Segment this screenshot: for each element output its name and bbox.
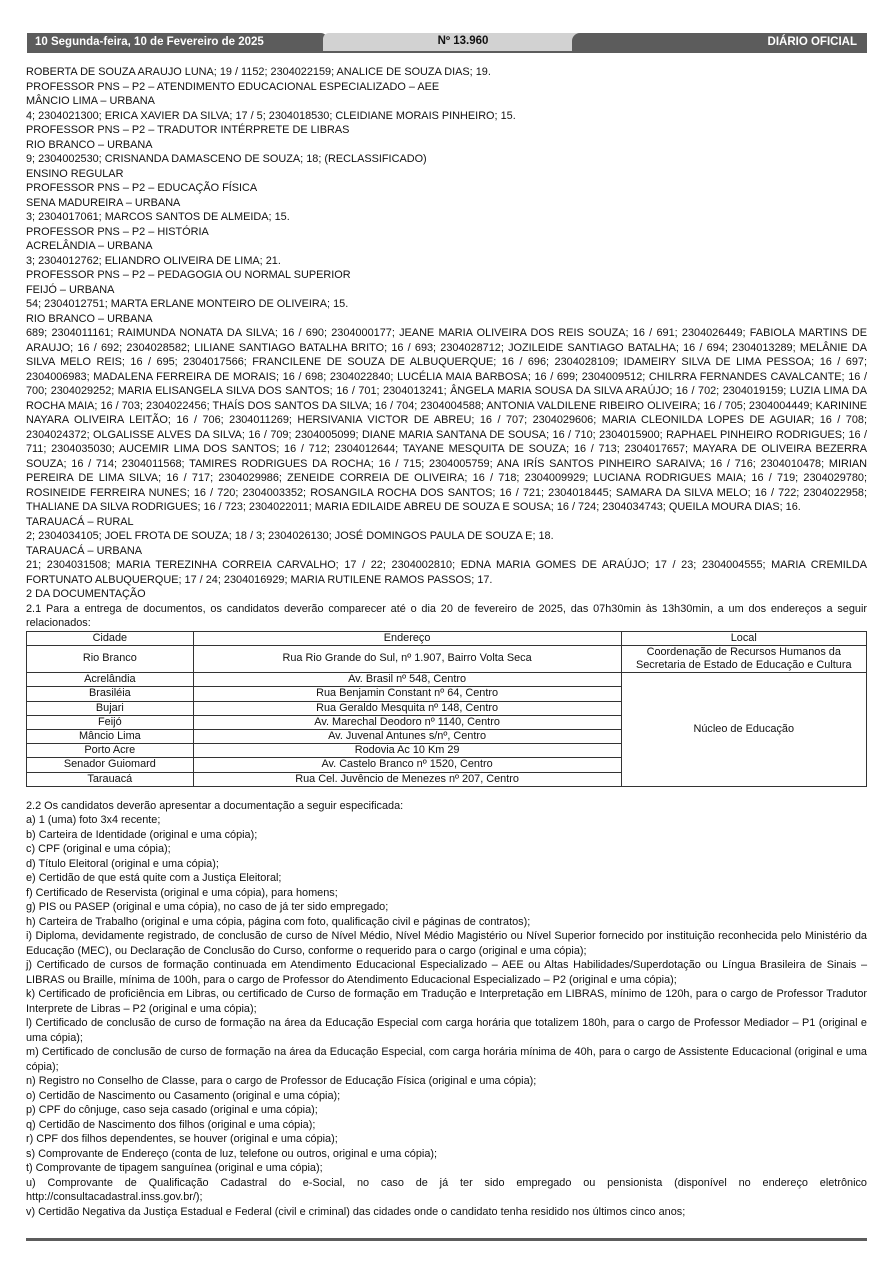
table-cell-city: Feijó bbox=[27, 715, 194, 729]
doc-item: e) Certidão de que está quite com a Justiça Eleitoral; bbox=[26, 872, 282, 885]
table-cell-city: Tarauacá bbox=[27, 772, 194, 786]
doc-item: c) CPF (original e uma cópia); bbox=[26, 843, 171, 856]
table-cell-address: Av. Castelo Branco nº 1520, Centro bbox=[193, 758, 621, 772]
text-line: TARAUACÁ – URBANA bbox=[26, 544, 142, 557]
text-line: FEIJÓ – URBANA bbox=[26, 283, 115, 296]
table-header: Cidade bbox=[27, 631, 194, 645]
issue-number: Nº 13.960 bbox=[323, 33, 603, 51]
page-header bbox=[27, 33, 867, 51]
section-2-2-text: 2.2 Os candidatos deverão apresentar a documentação a seguir especificada: bbox=[26, 799, 404, 812]
text-line: TARAUACÁ – RURAL bbox=[26, 515, 134, 528]
table-header-row bbox=[27, 631, 867, 645]
footer-divider bbox=[26, 1238, 867, 1241]
doc-item: j) Certificado de cursos de formação continuada em Atendimento Educacional Especializado – AEE ou Altas Habilidades/Superdotação ou Língua Brasileira de Sinais – LIBRAS ou Braille, mínima de 100h, para o cargo de Professor do Atendimento Educacional Especializado – P2 (original e uma cópia); bbox=[26, 959, 867, 986]
doc-item: t) Comprovante de tipagem sanguínea (original e uma cópia); bbox=[26, 1162, 323, 1175]
text-line: PROFESSOR PNS – P2 – ATENDIMENTO EDUCACIONAL ESPECIALIZADO – AEE bbox=[26, 80, 440, 93]
doc-item: r) CPF dos filhos dependentes, se houver (original e uma cópia); bbox=[26, 1133, 338, 1146]
table-header: Local bbox=[621, 631, 866, 645]
doc-item: b) Carteira de Identidade (original e uma cópia); bbox=[26, 828, 258, 841]
text-line: 2; 2304034105; JOEL FROTA DE SOUZA; 18 / 3; 2304026130; JOSÉ DOMINGOS PAULA DE SOUZA E; 18. bbox=[26, 530, 554, 542]
table-cell-address: Rua Cel. Juvêncio de Menezes nº 207, Centro bbox=[193, 772, 621, 786]
text-line: 3; 2304017061; MARCOS SANTOS DE ALMEIDA; 15. bbox=[26, 211, 290, 223]
text-line: 9; 2304002530; CRISNANDA DAMASCENO DE SOUZA; 18; (RECLASSIFICADO) bbox=[26, 153, 427, 165]
text-line: PROFESSOR PNS – P2 – PEDAGOGIA OU NORMAL SUPERIOR bbox=[26, 269, 351, 281]
header-divider bbox=[27, 51, 867, 53]
text-line: MÂNCIO LIMA – URBANA bbox=[26, 95, 155, 107]
table-row bbox=[27, 673, 867, 687]
text-line: PROFESSOR PNS – P2 – HISTÓRIA bbox=[26, 225, 209, 238]
doc-item: f) Certificado de Reservista (original e uma cópia), para homens; bbox=[26, 886, 338, 899]
tarauaca-candidate-list: 21; 2304031508; MARIA TEREZINHA CORREIA CARVALHO; 17 / 22; 2304002810; EDNA MARIA GOMES DE ARAÚJO; 17 / 23; 2304004555; MARIA CREMILDA FORTUNATO ALBUQUERQUE; 17 / 24; 2304016929; MARIA RUTILENE RAMOS PASSOS; 17. bbox=[26, 559, 867, 586]
table-cell-address: Av. Juvenal Antunes s/nº, Centro bbox=[193, 729, 621, 743]
text-line: 3; 2304012762; ELIANDRO OLIVEIRA DE LIMA; 21. bbox=[26, 254, 281, 267]
section-2-1-text: 2.1 Para a entrega de documentos, os candidatos deverão comparecer até o dia 20 de fevereiro de 2025, das 07h30min às 13h30min, a um dos endereços a seguir relacionados: bbox=[26, 602, 867, 629]
document-body bbox=[26, 65, 867, 1219]
doc-item: i) Diploma, devidamente registrado, de conclusão de curso de Nível Médio, Nível Médio Magistério ou Nível Superior fornecido por instituição reconhecida pelo Ministério da Educação (MEC), ou Declaração de Conclusão do Curso, conforme o requerido para o cargo (original e uma cópia); bbox=[26, 930, 867, 957]
doc-item: d) Título Eleitoral (original e uma cópia); bbox=[26, 857, 219, 870]
table-cell-city: Senador Guiomard bbox=[27, 758, 194, 772]
text-line: 4; 2304021300; ERICA XAVIER DA SILVA; 17 / 5; 2304018530; CLEIDIANE MORAIS PINHEIRO; 15. bbox=[26, 109, 516, 122]
text-line: 54; 2304012751; MARTA ERLANE MONTEIRO DE OLIVEIRA; 15. bbox=[26, 298, 349, 310]
section-title: 2 DA DOCUMENTAÇÃO bbox=[26, 588, 146, 600]
doc-item: g) PIS ou PASEP (original e uma cópia), no caso de já ter sido empregado; bbox=[26, 901, 389, 914]
text-line: PROFESSOR PNS – P2 – EDUCAÇÃO FÍSICA bbox=[26, 182, 258, 194]
doc-item: s) Comprovante de Endereço (conta de luz, telefone ou outros, original e uma cópia); bbox=[26, 1147, 438, 1160]
doc-item: k) Certificado de proficiência em Libras, ou certificado de Curso de formação em Tradução e Interpretação em LIBRAS, mínimo de 120h, para o cargo de Professor Tradutor Interprete de Libras – P2 (original e uma cópia); bbox=[26, 988, 867, 1015]
rio-branco-candidate-list: 689; 2304011161; RAIMUNDA NONATA DA SILVA; 16 / 690; 2304000177; JEANE MARIA OLIVEIRA DOS REIS SOUZA; 16 / 691; 2304026449; FABIOLA MARTINS DE ARAUJO; 16 / 692; 2304028582; LILIANE SANTIAGO BATALHA BRITO; 16 / 693; 2304028712; JOZILEIDE SANTIAGO BATALHA; 16 / 694; 2304013289; MELÂNIE DA SILVA MELO REIS; 16 / 695; 2304017566; FRANCILENE DE SOUZA DE ALBUQUERQUE; 16 / 696; 2304028109; IDAMEIRY SILVA DE LIMA PESSOA; 16 / 697; 2304006983; MADALENA FERREIRA DE MORAIS; 16 / 698; 2304022840; LUCÉLIA MAIA BARBOSA; 16 / 699; 2304009512; CHILRRA FERNANDES CAVALCANTE; 16 / 700; 2304029252; MARIA ELISANGELA SILVA DOS SANTOS; 16 / 701; 2304013241; ÂNGELA MARIA SOUSA DA SILVA ARAÚJO; 16 / 702; 2304019159; LUZIA LIMA DA ROCHA MAIA; 16 / 703; 2304022456; THAÍS DOS SANTOS DA SILVA; 16 / 704; 2304004588; ANTONIA VALDILENE RIBEIRO OLIVEIRA; 16 / 705; 2304004449; KARININE NAYARA OLIVEIRA LEITÃO; 16 / 706; 2304011269; HERSIVANIA VICTOR DE ABREU; 16 / 707; 2304029606; MARIA CLEONILDA LOPES DE AGUIAR; 16 / 708; 2304024372; OLGALISSE ALVES DA SILVA; 16 / 709; 2304005099; DIANE MARIA SANTANA DE SOUSA; 16 / 710; 2304015900; RAPHAEL PINHEIRO RODRIGUES; 16 / 711; 2304035030; AUCEMIR LIMA DOS SANTOS; 16 / 712; 2304012644; TAYANE MESQUITA DE SOUZA; 16 / 713; 2304017657; MAYARA DE OLIVEIRA BEZERRA SOUZA; 16 / 714; 2304011568; TAMIRES RODRIGUES DA ROCHA; 16 / 715; 2304005759; ANA IRÍS SANTOS PINHEIRO SARAIVA; 16 / 716; 2304010478; MIRIAN PEREIRA DE LIMA SILVA; 16 / 717; 2304029986; ZENEIDE CORREIA DE OLIVEIRA; 16 / 718; 2304009929; LUCIANA RODRIGUES MAIA; 16 / 719; 2304029780; ROSINEIDE FERREIRA NUNES; 16 / 720; 2304003352; ROSANGILA ROCHA DOS SANTOS; 16 / 721; 2304018445; SAMARA DA SILVA MELO; 16 / 722; 2304022958; THALIANE DA SILVA RODRIGUES; 16 / 723; 2304022011; MARIA EDILAIDE ABREU DE SOUZA E SOUSA; 16 / 724; 2304034743; QUEILA MOURA DIAS; 16. bbox=[26, 327, 867, 513]
table-cell-address: Rua Benjamin Constant nº 64, Centro bbox=[193, 687, 621, 701]
spacer bbox=[26, 787, 867, 799]
location-line: Secretaria de Estado de Educação e Cultura bbox=[635, 658, 852, 671]
table-cell-address: Rua Geraldo Mesquita nº 148, Centro bbox=[193, 701, 621, 715]
text-line: PROFESSOR PNS – P2 – TRADUTOR INTÉRPRETE DE LIBRAS bbox=[26, 124, 350, 136]
doc-item: u) Comprovante de Qualificação Cadastral do e-Social, no caso de já ter sido empregado ou pensionista (disponível no endereço eletrônico http://consultacadastral.inss.gov.br/); bbox=[26, 1176, 867, 1204]
doc-item: h) Carteira de Trabalho (original e uma cópia, página com foto, qualificação civil e páginas de contratos); bbox=[26, 915, 531, 928]
addresses-table bbox=[26, 631, 867, 787]
table-cell-city: Porto Acre bbox=[27, 744, 194, 758]
table-cell-location bbox=[621, 645, 866, 672]
table-cell-city: Brasiléia bbox=[27, 687, 194, 701]
table-cell-city: Bujari bbox=[27, 701, 194, 715]
table-cell-city: Acrelândia bbox=[27, 673, 194, 687]
doc-item: v) Certidão Negativa da Justiça Estadual e Federal (civil e criminal) das cidades onde o candidato tenha residido nos últimos cinco anos; bbox=[26, 1205, 686, 1218]
table-header: Endereço bbox=[193, 631, 621, 645]
doc-item: o) Certidão de Nascimento ou Casamento (original e uma cópia); bbox=[26, 1089, 341, 1102]
doc-item: q) Certidão de Nascimento dos filhos (original e uma cópia); bbox=[26, 1118, 316, 1131]
text-line: RIO BRANCO – URBANA bbox=[26, 138, 153, 151]
table-cell-address: Rua Rio Grande do Sul, nº 1.907, Bairro Volta Seca bbox=[193, 645, 621, 672]
doc-item: m) Certificado de conclusão de curso de formação na área da Educação Especial, com carga horária mínima de 40h, para o cargo de Assistente Educacional (original e uma cópia); bbox=[26, 1046, 867, 1073]
table-cell-city: Mâncio Lima bbox=[27, 729, 194, 743]
table-cell-city: Rio Branco bbox=[27, 645, 194, 672]
text-line: RIO BRANCO – URBANA bbox=[26, 312, 153, 325]
text-line: ENSINO REGULAR bbox=[26, 167, 124, 180]
doc-item: p) CPF do cônjuge, caso seja casado (original e uma cópia); bbox=[26, 1104, 318, 1117]
location-line: Coordenação de Recursos Humanos da bbox=[646, 645, 841, 658]
text-line: ROBERTA DE SOUZA ARAUJO LUNA; 19 / 1152; 2304022159; ANALICE DE SOUZA DIAS; 19. bbox=[26, 66, 491, 78]
table-cell-location: Núcleo de Educação bbox=[621, 673, 866, 787]
publication-name: DIÁRIO OFICIAL bbox=[572, 33, 867, 51]
table-cell-address: Av. Brasil nº 548, Centro bbox=[193, 673, 621, 687]
page-date: 10 Segunda-feira, 10 de Fevereiro de 2025 bbox=[27, 33, 327, 51]
table-cell-address: Rodovia Ac 10 Km 29 bbox=[193, 744, 621, 758]
table-row bbox=[27, 645, 867, 672]
doc-item: l) Certificado de conclusão de curso de formação na área da Educação Especial com carga horária que totalizem 180h, para o cargo de Professor Mediador – P1 (original e uma cópia); bbox=[26, 1017, 867, 1044]
doc-item: n) Registro no Conselho de Classe, para o cargo de Professor de Educação Física (original e uma cópia); bbox=[26, 1075, 537, 1088]
table-cell-address: Av. Marechal Deodoro nº 1140, Centro bbox=[193, 715, 621, 729]
text-line: SENA MADUREIRA – URBANA bbox=[26, 196, 181, 209]
doc-item: a) 1 (uma) foto 3x4 recente; bbox=[26, 814, 161, 827]
text-line: ACRELÂNDIA – URBANA bbox=[26, 240, 153, 252]
